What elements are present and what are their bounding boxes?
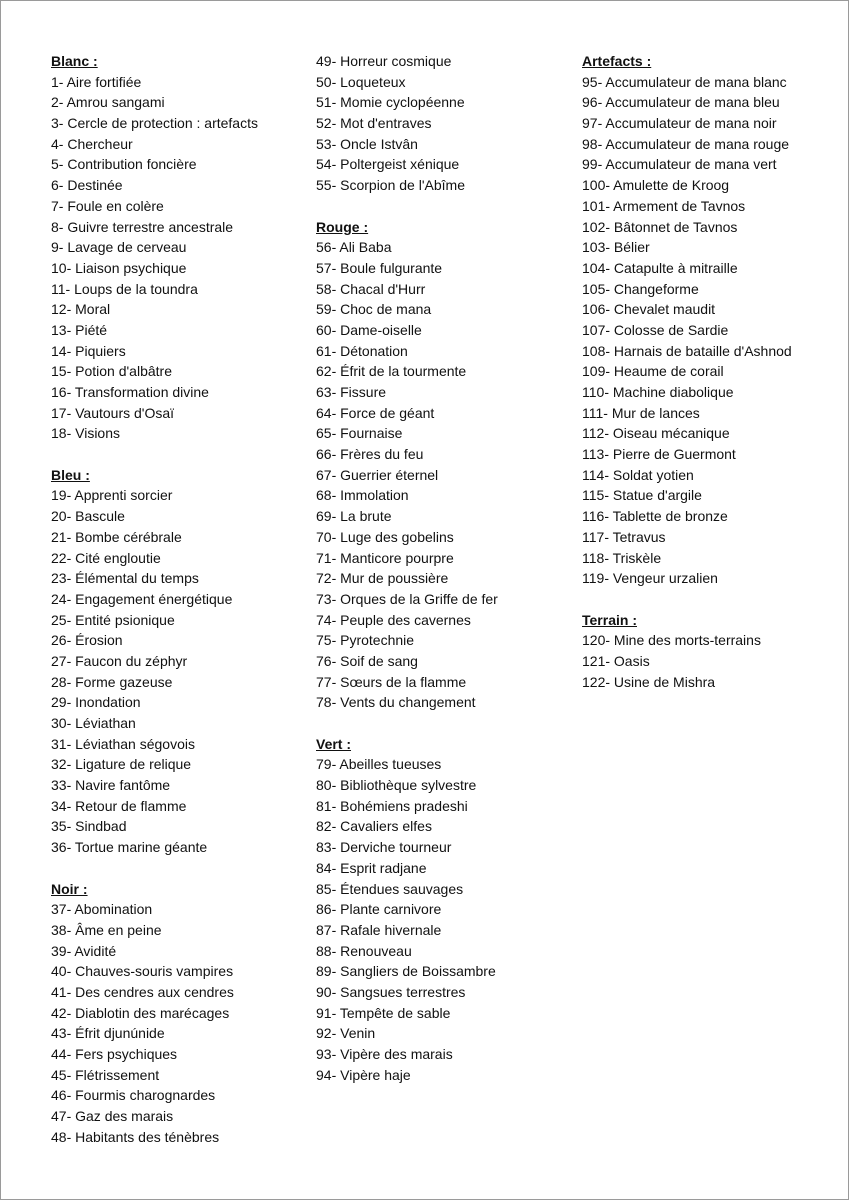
list-item: 1- Aire fortifiée xyxy=(51,73,142,90)
list-item: 31- Léviathan ségovois xyxy=(51,735,195,752)
list-item: 118- Triskèle xyxy=(582,549,662,566)
list-item: 25- Entité psionique xyxy=(51,611,175,628)
list-item: 56- Ali Baba xyxy=(316,239,392,256)
list-item: 67- Guerrier éternel xyxy=(316,466,439,483)
list-item: 39- Avidité xyxy=(51,942,117,959)
list-item: 94- Vipère haje xyxy=(316,1066,411,1083)
list-item: 26- Érosion xyxy=(51,632,123,649)
list-item: 20- Bascule xyxy=(51,508,125,525)
list-item: 34- Retour de flamme xyxy=(51,797,187,814)
list-item: 23- Élémental du temps xyxy=(51,570,199,587)
column-3 xyxy=(582,51,842,713)
list-item: 33- Navire fantôme xyxy=(51,777,171,794)
list-item: 21- Bombe cérébrale xyxy=(51,528,182,545)
list-item: 92- Venin xyxy=(316,1025,376,1042)
list-item: 6- Destinée xyxy=(51,177,123,194)
list-item: 35- Sindbad xyxy=(51,818,127,835)
list-item: 4- Chercheur xyxy=(51,135,133,152)
list-item: 17- Vautours d'Osaï xyxy=(51,404,175,421)
list-item: 3- Cercle de protection : artefacts xyxy=(51,115,258,132)
list-item: 46- Fourmis charognardes xyxy=(51,1087,216,1104)
list-item: 106- Chevalet maudit xyxy=(582,301,716,318)
list-item: 110- Machine diabolique xyxy=(582,384,734,400)
list-item: 72- Mur de poussière xyxy=(316,570,449,587)
list-item: 57- Boule fulgurante xyxy=(316,259,443,276)
list-item: 112- Oiseau mécanique xyxy=(582,425,730,442)
section-heading: Noir : xyxy=(51,880,88,897)
list-item: 119- Vengeur urzalien xyxy=(582,570,718,587)
list-item: 59- Choc de mana xyxy=(316,301,432,318)
column-2 xyxy=(316,51,576,1106)
list-item: 40- Chauves-souris vampires xyxy=(51,963,234,980)
list-item: 29- Inondation xyxy=(51,694,141,711)
list-item: 104- Catapulte à mitraille xyxy=(582,259,738,276)
list-item: 109- Heaume de corail xyxy=(582,363,724,380)
list-item: 98- Accumulateur de mana rouge xyxy=(582,135,790,152)
section xyxy=(51,465,311,858)
list-item: 80- Bibliothèque sylvestre xyxy=(316,777,477,794)
list-item: 74- Peuple des cavernes xyxy=(316,611,471,628)
list-item: 114- Soldat yotien xyxy=(582,466,694,483)
list-item: 16- Transformation divine xyxy=(51,384,209,400)
list-item: 120- Mine des morts-terrains xyxy=(582,632,761,649)
list-item: 73- Orques de la Griffe de fer xyxy=(316,590,498,607)
list-item: 5- Contribution foncière xyxy=(51,156,197,173)
list-item: 89- Sangliers de Boissambre xyxy=(316,963,496,980)
list-item: 69- La brute xyxy=(316,508,392,525)
section-heading: Terrain : xyxy=(582,611,637,628)
list-item: 71- Manticore pourpre xyxy=(316,549,454,566)
section xyxy=(316,734,576,1086)
list-item: 53- Oncle Istvân xyxy=(316,135,418,152)
list-item: 42- Diablotin des marécages xyxy=(51,1004,230,1021)
list-item: 58- Chacal d'Hurr xyxy=(316,280,426,297)
list-item: 27- Faucon du zéphyr xyxy=(51,652,188,669)
column-1 xyxy=(51,51,311,1168)
list-item: 49- Horreur cosmique xyxy=(316,53,452,69)
list-item: 30- Léviathan xyxy=(51,715,136,731)
list-item: 11- Loups de la toundra xyxy=(51,280,198,297)
section-heading: Artefacts : xyxy=(582,53,652,69)
list-item: 76- Soif de sang xyxy=(316,652,418,669)
list-item: 90- Sangsues terrestres xyxy=(316,983,466,1000)
list-item: 47- Gaz des marais xyxy=(51,1108,174,1125)
list-item: 65- Fournaise xyxy=(316,425,403,442)
section-heading: Bleu : xyxy=(51,466,90,483)
list-item: 102- Bâtonnet de Tavnos xyxy=(582,218,738,235)
list-item: 95- Accumulateur de mana blanc xyxy=(582,73,787,90)
list-item: 84- Esprit radjane xyxy=(316,859,427,876)
list-item: 83- Derviche tourneur xyxy=(316,839,452,856)
section xyxy=(582,51,842,589)
list-item: 64- Force de géant xyxy=(316,404,435,421)
section xyxy=(51,879,311,1148)
list-item: 9- Lavage de cerveau xyxy=(51,239,187,256)
list-item: 41- Des cendres aux cendres xyxy=(51,983,234,1000)
list-item: 81- Bohémiens pradeshi xyxy=(316,797,468,814)
list-item: 51- Momie cyclopéenne xyxy=(316,94,465,111)
list-item: 38- Âme en peine xyxy=(51,921,162,938)
list-item: 45- Flétrissement xyxy=(51,1066,160,1083)
list-item: 122- Usine de Mishra xyxy=(582,673,716,690)
list-item: 82- Cavaliers elfes xyxy=(316,818,432,835)
list-item: 117- Tetravus xyxy=(582,528,666,545)
list-item: 22- Cité engloutie xyxy=(51,549,161,566)
list-item: 70- Luge des gobelins xyxy=(316,528,454,545)
list-item: 10- Liaison psychique xyxy=(51,259,187,276)
list-item: 93- Vipère des marais xyxy=(316,1046,453,1062)
list-item: 61- Détonation xyxy=(316,342,408,359)
list-item: 77- Sœurs de la flamme xyxy=(316,673,467,690)
list-item: 7- Foule en colère xyxy=(51,197,164,214)
list-item: 97- Accumulateur de mana noir xyxy=(582,115,777,132)
list-item: 111- Mur de lances xyxy=(582,404,700,421)
list-item: 12- Moral xyxy=(51,301,111,318)
list-item: 78- Vents du changement xyxy=(316,694,476,711)
list-item: 62- Éfrit de la tourmente xyxy=(316,363,467,380)
section xyxy=(582,610,842,693)
section xyxy=(316,217,576,714)
list-item: 15- Potion d'albâtre xyxy=(51,363,172,380)
section-heading: Vert : xyxy=(316,735,352,752)
list-item: 14- Piquiers xyxy=(51,342,126,359)
list-item: 108- Harnais de bataille d'Ashnod xyxy=(582,342,792,359)
list-item: 54- Poltergeist xénique xyxy=(316,156,460,173)
list-item: 79- Abeilles tueuses xyxy=(316,756,442,773)
list-item: 75- Pyrotechnie xyxy=(316,632,415,649)
list-item: 28- Forme gazeuse xyxy=(51,673,173,690)
list-item: 116- Tablette de bronze xyxy=(582,508,728,525)
list-item: 32- Ligature de relique xyxy=(51,756,192,773)
list-item: 99- Accumulateur de mana vert xyxy=(582,156,777,173)
section xyxy=(51,51,311,444)
list-item: 103- Bélier xyxy=(582,239,650,256)
list-item: 18- Visions xyxy=(51,425,121,442)
list-item: 60- Dame-oiselle xyxy=(316,321,422,338)
list-item: 19- Apprenti sorcier xyxy=(51,487,173,504)
list-item: 43- Éfrit djunúnide xyxy=(51,1025,165,1042)
list-item: 63- Fissure xyxy=(316,384,387,400)
list-item: 68- Immolation xyxy=(316,487,409,504)
list-item: 66- Frères du feu xyxy=(316,446,424,463)
list-item: 87- Rafale hivernale xyxy=(316,921,442,938)
list-item: 85- Étendues sauvages xyxy=(316,880,464,897)
section xyxy=(316,51,576,196)
list-item: 86- Plante carnivore xyxy=(316,901,442,918)
list-item: 44- Fers psychiques xyxy=(51,1046,178,1062)
list-item: 107- Colosse de Sardie xyxy=(582,321,729,338)
list-item: 48- Habitants des ténèbres xyxy=(51,1128,220,1145)
list-item: 91- Tempête de sable xyxy=(316,1004,451,1021)
list-item: 105- Changeforme xyxy=(582,280,699,297)
list-item: 121- Oasis xyxy=(582,652,650,669)
list-item: 37- Abomination xyxy=(51,901,153,918)
list-item: 100- Amulette de Kroog xyxy=(582,177,730,194)
list-item: 115- Statue d'argile xyxy=(582,487,702,504)
list-item: 55- Scorpion de l'Abîme xyxy=(316,177,465,194)
list-item: 96- Accumulateur de mana bleu xyxy=(582,94,780,111)
list-item: 113- Pierre de Guermont xyxy=(582,446,736,463)
list-item: 52- Mot d'entraves xyxy=(316,115,432,132)
list-item: 36- Tortue marine géante xyxy=(51,839,208,856)
list-item: 24- Engagement énergétique xyxy=(51,590,233,607)
section-heading: Blanc : xyxy=(51,53,98,69)
list-item: 13- Piété xyxy=(51,321,108,338)
section-heading: Rouge : xyxy=(316,218,369,235)
list-item: 88- Renouveau xyxy=(316,942,412,959)
list-item: 101- Armement de Tavnos xyxy=(582,197,746,214)
list-item: 2- Amrou sangami xyxy=(51,94,165,111)
list-item: 8- Guivre terrestre ancestrale xyxy=(51,218,234,235)
list-item: 50- Loqueteux xyxy=(316,73,406,90)
